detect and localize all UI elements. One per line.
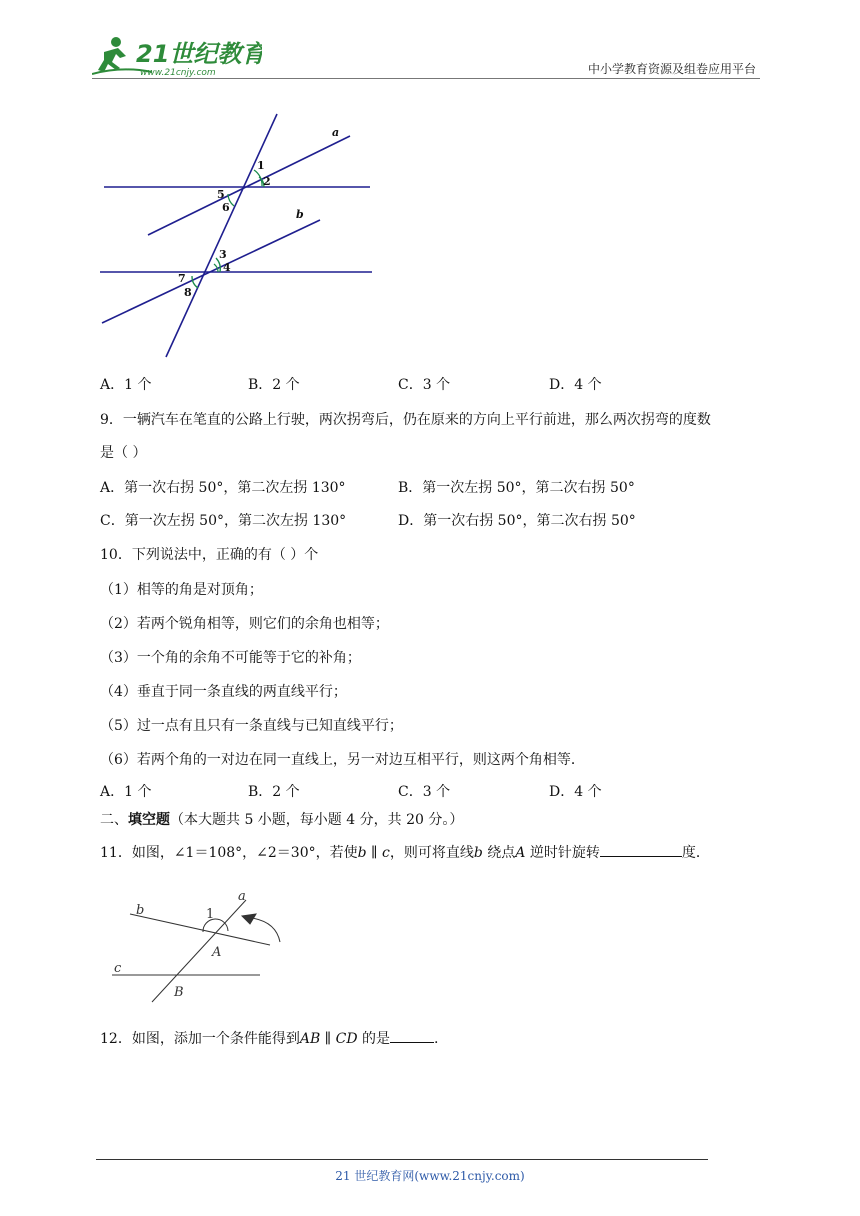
footer-link[interactable]: 21 世纪教育网(www.21cnjy.com) bbox=[335, 1169, 525, 1183]
label-4: 4 bbox=[223, 261, 231, 274]
q12-answer-blank bbox=[390, 1028, 434, 1043]
section-2-title: 二、填空题（本大题共 5 小题，每小题 4 分，共 20 分。） bbox=[100, 812, 464, 828]
logo-url: www.21cnjy.com bbox=[140, 68, 216, 78]
q10-option-c: C．3 个 bbox=[398, 784, 451, 800]
label-7: 7 bbox=[178, 272, 186, 285]
q9-stem-line2: 是（ ） bbox=[100, 445, 147, 461]
q8-option-c: C．3 个 bbox=[398, 377, 451, 393]
line-a bbox=[152, 900, 246, 1002]
q9-option-b: B．第一次左拐 50°，第二次右拐 50° bbox=[398, 480, 635, 496]
q10-stem: 10．下列说法中，正确的有（ ）个 bbox=[100, 547, 319, 563]
label-2: 2 bbox=[263, 175, 271, 188]
q10-item-3: （3）一个角的余角不可能等于它的补角； bbox=[100, 650, 361, 666]
rotation-figure bbox=[108, 884, 288, 1004]
label-A: A bbox=[212, 945, 222, 960]
label-6: 6 bbox=[222, 201, 230, 214]
label-1: 1 bbox=[257, 159, 265, 172]
q8-option-b: B．2 个 bbox=[248, 377, 300, 393]
label-3: 3 bbox=[219, 248, 227, 261]
q9-option-c: C．第一次左拐 50°，第二次左拐 130° bbox=[100, 513, 347, 529]
label-b: b bbox=[136, 903, 145, 918]
parallel-lines-figure bbox=[96, 110, 376, 360]
label-a: a bbox=[238, 889, 246, 904]
q9-stem-line1: 9．一辆汽车在笔直的公路上行驶，两次拐弯后，仍在原来的方向上平行前进，那么两次拐弯的度数 bbox=[100, 412, 711, 428]
q8-option-a: A．1 个 bbox=[100, 377, 152, 393]
q10-option-b: B．2 个 bbox=[248, 784, 300, 800]
label-1: 1 bbox=[206, 907, 215, 922]
site-logo bbox=[92, 32, 262, 80]
q10-item-1: （1）相等的角是对顶角； bbox=[100, 582, 263, 598]
label-8: 8 bbox=[184, 286, 192, 299]
q10-item-5: （5）过一点有且只有一条直线与已知直线平行； bbox=[100, 718, 403, 734]
header-platform-text: 中小学教育资源及组卷应用平台 bbox=[587, 62, 756, 76]
logo-text: 21世纪教育 bbox=[136, 40, 262, 68]
q10-item-2: （2）若两个锐角相等，则它们的余角也相等； bbox=[100, 616, 389, 632]
footer-divider bbox=[96, 1159, 708, 1160]
q8-option-d: D．4 个 bbox=[549, 377, 602, 393]
q10-item-6: （6）若两个角的一对边在同一直线上，另一对边互相平行，则这两个角相等． bbox=[100, 752, 585, 768]
label-c: c bbox=[114, 961, 122, 976]
label-5: 5 bbox=[217, 188, 225, 201]
q12-stem: 12．如图，添加一个条件能得到AB ∥ CD 的是 . bbox=[100, 1028, 438, 1049]
header-divider bbox=[92, 78, 760, 79]
q11-stem: 11．如图，∠1＝108°，∠2＝30°，若使b ∥ c，则可将直线b 绕点A 逆时针旋转 度． bbox=[100, 842, 710, 863]
rotation-arrow-head bbox=[242, 914, 256, 924]
angle-4-arc bbox=[214, 264, 218, 272]
rotation-arrow-arc bbox=[252, 918, 280, 942]
runner-logo-icon bbox=[92, 32, 262, 80]
q9-option-d: D．第一次右拐 50°，第二次右拐 50° bbox=[398, 513, 636, 529]
q9-option-a: A．第一次右拐 50°，第二次左拐 130° bbox=[100, 480, 346, 496]
q11-answer-blank bbox=[600, 842, 682, 857]
label-b: b bbox=[296, 208, 304, 221]
label-a: a bbox=[332, 126, 340, 139]
label-B: B bbox=[174, 985, 184, 1000]
transversal-line bbox=[166, 114, 277, 357]
q10-option-a: A．1 个 bbox=[100, 784, 152, 800]
q10-item-4: （4）垂直于同一条直线的两直线平行； bbox=[100, 684, 347, 700]
q10-option-d: D．4 个 bbox=[549, 784, 602, 800]
